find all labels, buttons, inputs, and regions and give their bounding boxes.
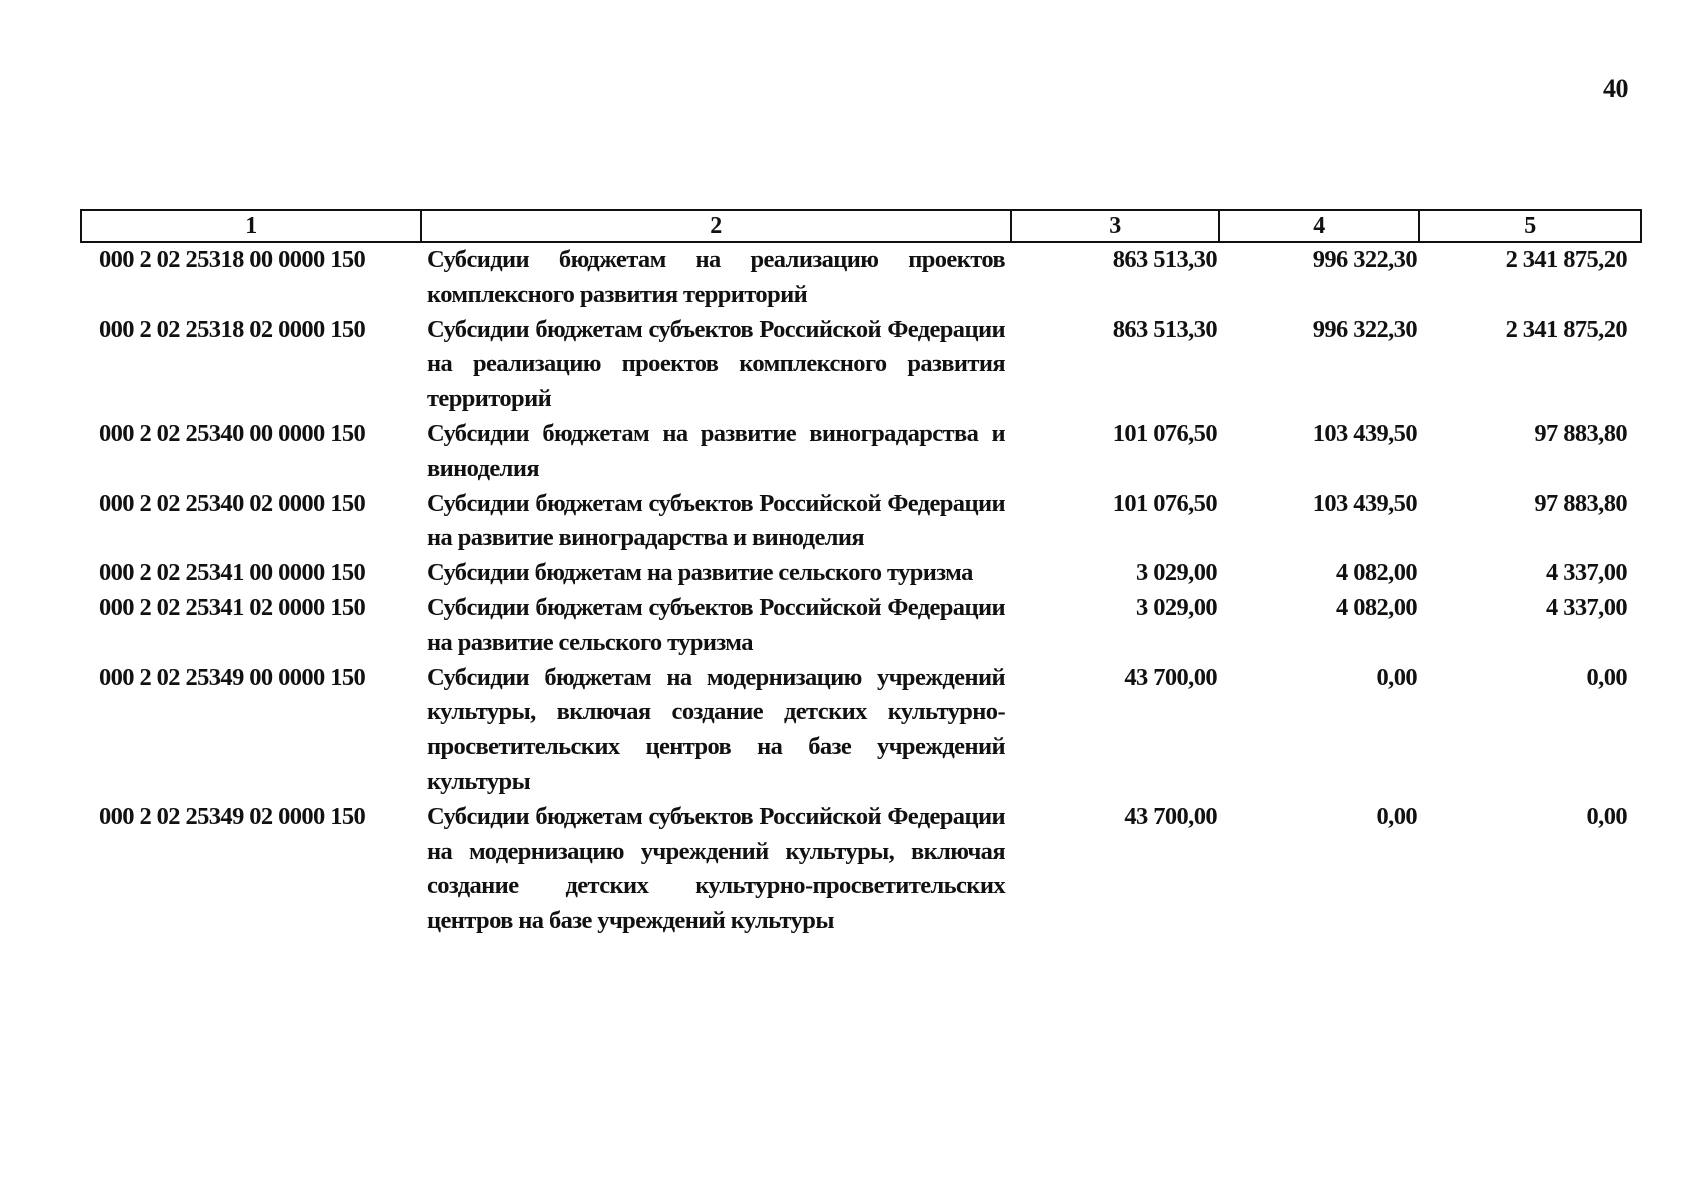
table-header-row xyxy=(81,210,1641,242)
item-name: Субсидии бюджетам субъектов Российской Федерации на развитие сельского туризма xyxy=(427,593,1005,656)
table-row xyxy=(81,242,1641,313)
value-col-4: 4 082,00 xyxy=(1336,559,1417,587)
column-header-3: 3 xyxy=(1011,210,1219,242)
value-col-5: 4 337,00 xyxy=(1546,593,1627,621)
value-col-5: 2 341 875,20 xyxy=(1505,315,1627,343)
value-col-3: 863 513,30 xyxy=(1112,315,1217,343)
table-row xyxy=(81,661,1641,800)
column-header-4: 4 xyxy=(1219,210,1419,242)
budget-code: 000 2 02 25341 02 0000 150 xyxy=(99,593,366,621)
item-name: Субсидии бюджетам на модернизацию учреждений культуры, включая создание детских культурно-просветительских центров на базе учреждений культуры xyxy=(427,663,1005,795)
budget-code: 000 2 02 25340 00 0000 150 xyxy=(99,419,366,447)
item-name: Субсидии бюджетам субъектов Российской Федерации на реализацию проектов комплексного развития территорий xyxy=(427,315,1005,413)
budget-code: 000 2 02 25340 02 0000 150 xyxy=(99,489,366,517)
page-number: 40 xyxy=(1603,74,1628,103)
table-row xyxy=(81,487,1641,557)
table-row xyxy=(81,556,1641,591)
value-col-3: 101 076,50 xyxy=(1112,489,1217,517)
budget-code: 000 2 02 25318 02 0000 150 xyxy=(99,315,366,343)
item-name: Субсидии бюджетам на развитие виноградарства и виноделия xyxy=(427,419,1005,482)
value-col-5: 0,00 xyxy=(1586,802,1627,830)
item-name: Субсидии бюджетам субъектов Российской Федерации на модернизацию учреждений культуры, включая создание детских культурно-просветительских центров на базе учреждений культуры xyxy=(427,802,1005,935)
table-row xyxy=(81,800,1641,939)
budget-code: 000 2 02 25349 00 0000 150 xyxy=(99,663,366,691)
value-col-3: 43 700,00 xyxy=(1124,802,1217,830)
budget-code: 000 2 02 25318 00 0000 150 xyxy=(99,246,366,273)
value-col-3: 43 700,00 xyxy=(1124,663,1217,691)
item-name: Субсидии бюджетам субъектов Российской Федерации на развитие виноградарства и виноделия xyxy=(427,489,1005,552)
value-col-3: 3 029,00 xyxy=(1136,559,1217,587)
value-col-5: 97 883,80 xyxy=(1534,489,1627,517)
column-header-5: 5 xyxy=(1419,210,1641,242)
value-col-4: 0,00 xyxy=(1376,802,1417,830)
value-col-4: 103 439,50 xyxy=(1312,489,1417,517)
table-row xyxy=(81,591,1641,661)
budget-code: 000 2 02 25349 02 0000 150 xyxy=(99,802,366,830)
value-col-5: 4 337,00 xyxy=(1546,559,1627,587)
table-row xyxy=(81,313,1641,417)
item-name: Субсидии бюджетам на развитие сельского туризма xyxy=(427,559,973,587)
value-col-5: 2 341 875,20 xyxy=(1505,246,1627,273)
column-header-1: 1 xyxy=(81,210,421,242)
value-col-3: 3 029,00 xyxy=(1136,593,1217,621)
value-col-4: 996 322,30 xyxy=(1312,315,1417,343)
column-header-2: 2 xyxy=(421,210,1011,242)
value-col-3: 863 513,30 xyxy=(1112,246,1217,273)
value-col-4: 4 082,00 xyxy=(1336,593,1417,621)
value-col-4: 103 439,50 xyxy=(1312,419,1417,447)
value-col-3: 101 076,50 xyxy=(1112,419,1217,447)
budget-code: 000 2 02 25341 00 0000 150 xyxy=(99,559,366,587)
value-col-4: 0,00 xyxy=(1376,663,1417,691)
value-col-4: 996 322,30 xyxy=(1312,246,1417,273)
budget-table xyxy=(80,209,1642,939)
item-name: Субсидии бюджетам на реализацию проектов комплексного развития территорий xyxy=(427,246,1005,308)
table-row xyxy=(81,417,1641,487)
value-col-5: 0,00 xyxy=(1586,663,1627,691)
value-col-5: 97 883,80 xyxy=(1534,419,1627,447)
